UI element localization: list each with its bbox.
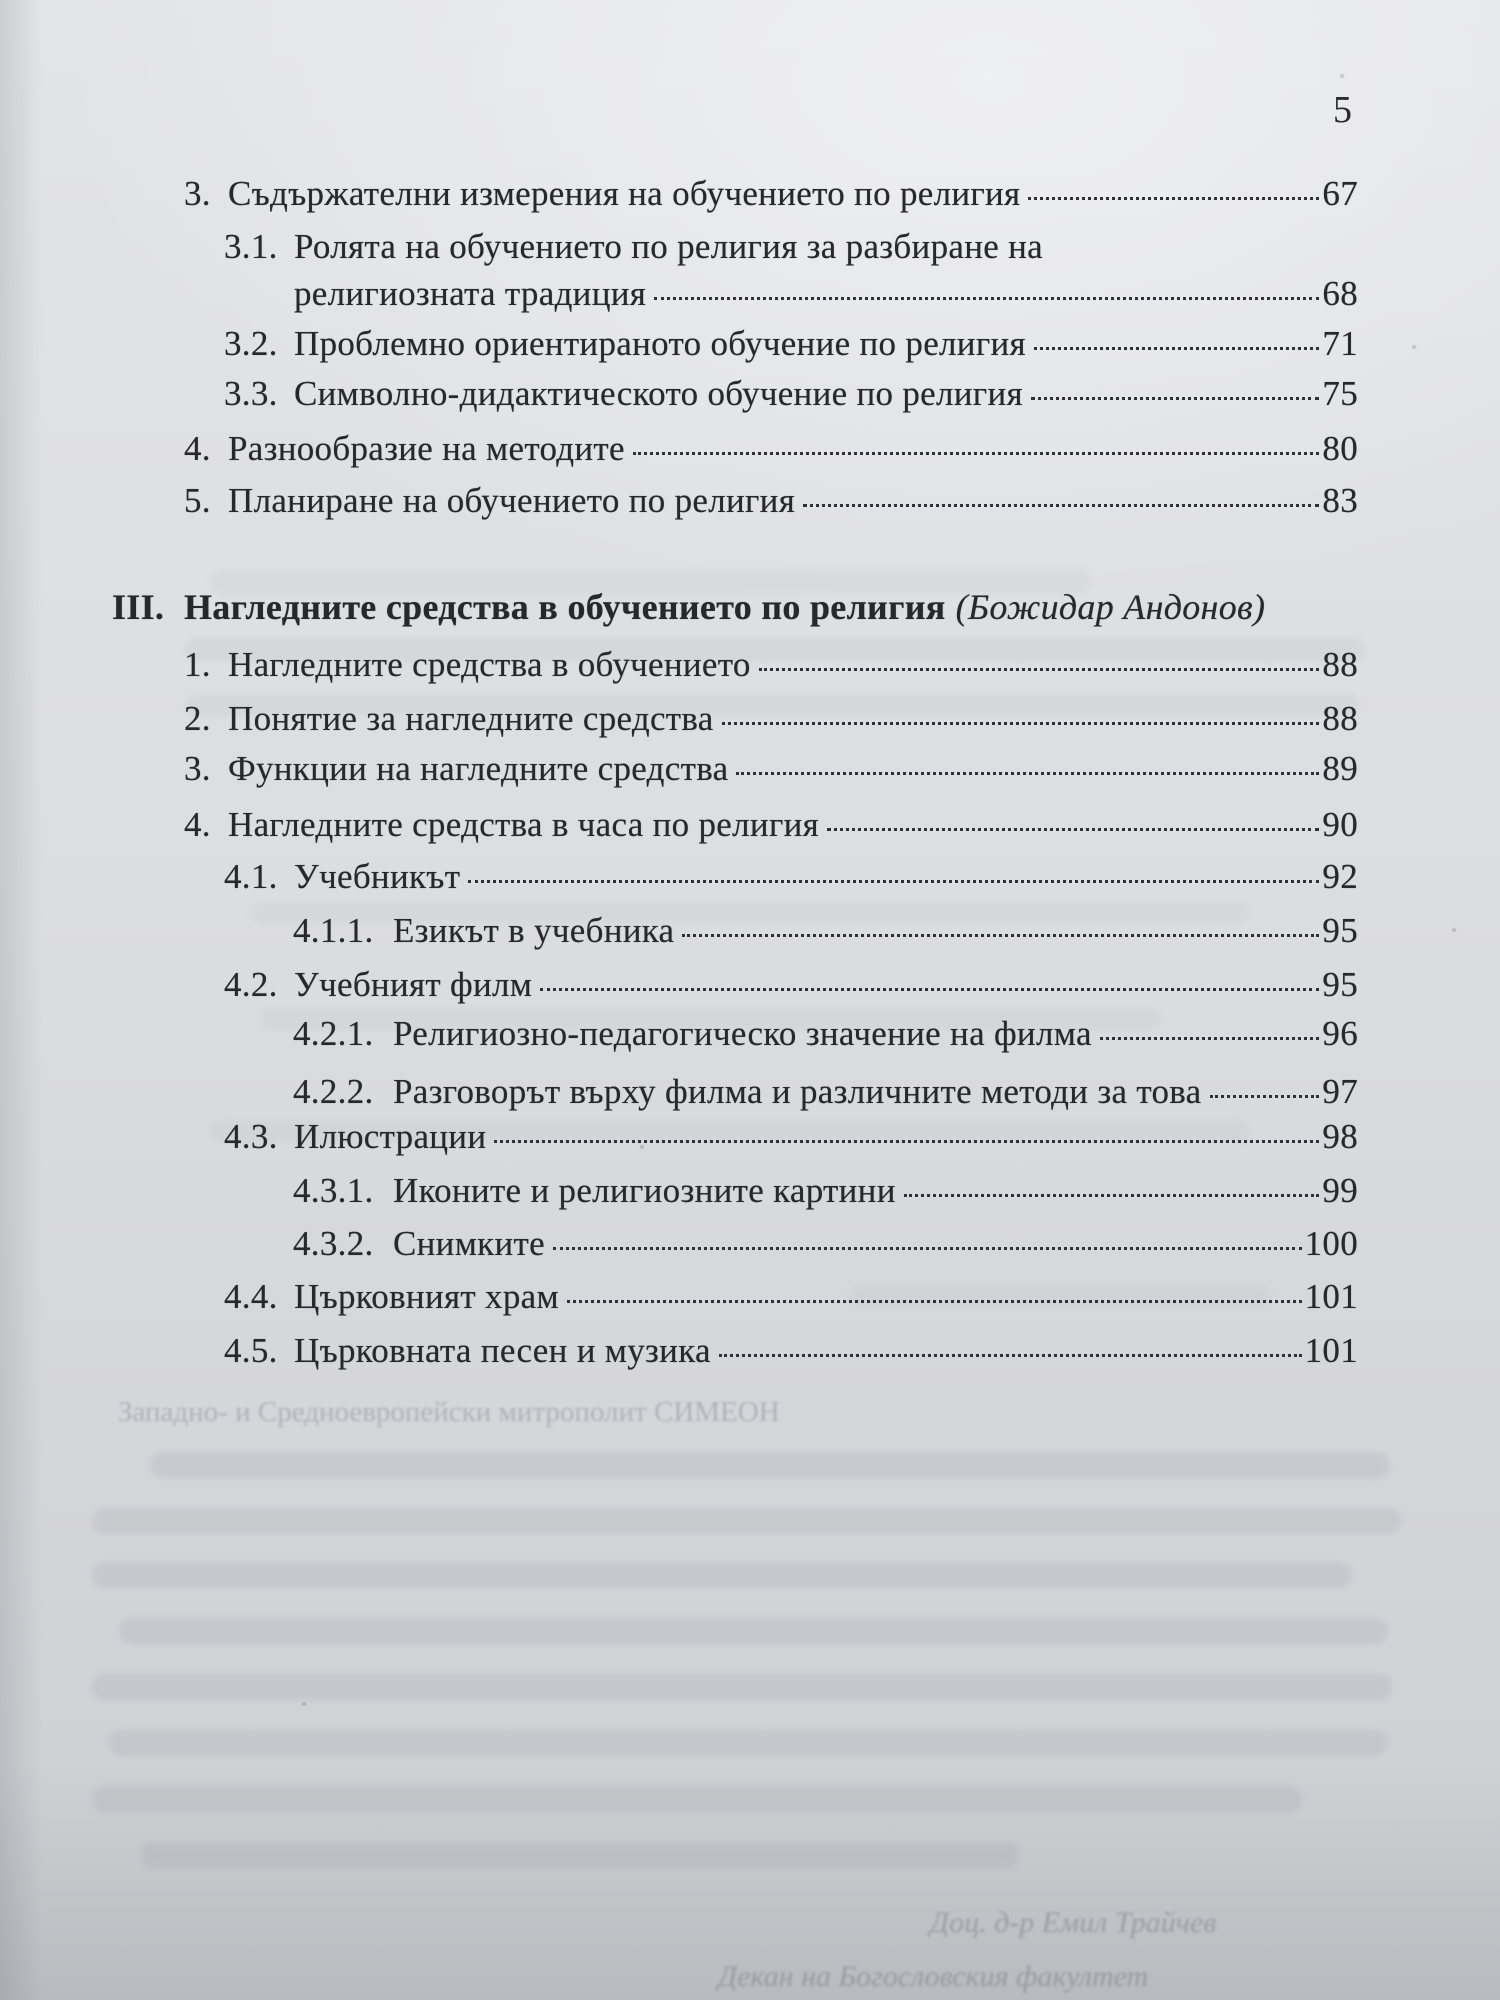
toc-entry-page: 71 <box>1322 324 1358 363</box>
toc-leader-dots <box>719 1354 1302 1357</box>
toc-entry-title: Символно-дидактическото обучение по религия <box>294 374 1023 413</box>
toc-leader-dots <box>803 504 1319 507</box>
toc-entry-page: 89 <box>1322 749 1358 788</box>
toc-entry-number: 4.2.1. <box>293 1014 374 1053</box>
toc-leader-dots <box>827 828 1319 831</box>
bleedthrough-line <box>118 1618 1388 1644</box>
toc-entry-page: 88 <box>1322 645 1358 684</box>
dust-speck <box>1452 928 1456 932</box>
toc-entry-title: Функции на нагледните средства <box>228 749 729 788</box>
toc-row <box>184 644 1358 686</box>
toc-entry-page: 97 <box>1322 1072 1358 1111</box>
dust-speck <box>1340 74 1344 78</box>
toc-entry-title: Учебният филм <box>294 965 533 1004</box>
toc-leader-dots <box>553 1247 1302 1250</box>
toc-entry-number: 4.5. <box>224 1331 278 1370</box>
toc-entry-number: 4.1.1. <box>293 911 374 950</box>
toc-entry-title: Нагледните средства в обучението <box>228 645 751 684</box>
toc-entry-title: Религиозно-педагогическо значение на филма <box>393 1014 1092 1053</box>
dust-speck <box>1412 345 1416 349</box>
toc-row <box>184 748 1358 790</box>
bleedthrough-signature-title: Декан на Богословския факултет <box>718 1960 1149 1993</box>
toc-entry-title: Илюстрации <box>294 1117 487 1156</box>
bleedthrough-line <box>150 1452 1390 1478</box>
toc-leader-dots <box>654 297 1319 300</box>
toc-section-iii-heading <box>112 586 1265 628</box>
toc-row <box>293 1223 1358 1265</box>
toc-leader-dots <box>540 988 1319 991</box>
toc-leader-dots <box>1028 197 1319 200</box>
bleedthrough-line <box>140 1842 1020 1868</box>
toc-leader-dots <box>904 1194 1320 1197</box>
toc-leader-dots <box>1031 397 1319 400</box>
toc-entry-title: Съдържателни измерения на обучението по религия <box>228 174 1021 213</box>
toc-entry-title: Нагледните средства в часа по религия <box>228 805 820 844</box>
toc-entry-number: 1. <box>184 645 211 684</box>
toc-entry-page: 101 <box>1304 1331 1358 1370</box>
toc-entry-number: 4.1. <box>224 857 278 896</box>
toc-row <box>224 1116 1358 1158</box>
toc-leader-dots <box>494 1140 1319 1143</box>
toc-row <box>184 480 1358 522</box>
toc-entry-page: 68 <box>1322 274 1358 313</box>
toc-entry-number: 4.3.2. <box>293 1224 374 1263</box>
toc-row <box>224 323 1358 365</box>
toc-entry-number: 4.2.2. <box>293 1072 374 1111</box>
toc-row <box>184 173 1358 215</box>
toc-row <box>224 964 1358 1006</box>
toc-entry-page: 92 <box>1322 857 1358 896</box>
toc-entry-title: Църковната песен и музика <box>294 1331 711 1370</box>
toc-entry-page: 100 <box>1304 1224 1358 1263</box>
toc-section-author: (Божидар Андонов) <box>955 587 1266 627</box>
toc-row <box>294 273 1358 315</box>
toc-entry-page: 95 <box>1322 911 1358 950</box>
toc-entry-number: 4.2. <box>224 965 278 1004</box>
toc-row <box>224 373 1358 415</box>
bleedthrough-line <box>108 1730 1388 1756</box>
toc-entry-page: 88 <box>1322 699 1358 738</box>
toc-entry-page: 90 <box>1322 805 1358 844</box>
toc-entry-number: 4.3. <box>224 1117 278 1156</box>
toc-entry-title: Учебникът <box>294 857 461 896</box>
toc-entry-number: 4. <box>184 805 211 844</box>
page-number: 5 <box>1333 89 1352 131</box>
toc-leader-dots <box>736 772 1319 775</box>
toc-entry-title: Проблемно ориентираното обучение по религия <box>294 324 1026 363</box>
toc-row <box>293 910 1358 952</box>
dust-speck <box>302 1702 306 1706</box>
toc-entry-page: 98 <box>1322 1117 1358 1156</box>
toc-entry-page: 80 <box>1322 429 1358 468</box>
toc-leader-dots <box>682 934 1319 937</box>
toc-section-title: Нагледните средства в обучението по религия <box>184 587 946 627</box>
bleedthrough-line <box>92 1508 1402 1534</box>
toc-leader-dots <box>1210 1095 1320 1098</box>
toc-entry-title: Църковният храм <box>294 1277 559 1316</box>
toc-entry-title: Езикът в учебника <box>393 911 675 950</box>
toc-entry-title: Разнообразие на методите <box>228 429 625 468</box>
bleedthrough-line <box>92 1674 1392 1700</box>
toc-leader-dots <box>722 722 1320 725</box>
toc-section-number: III. <box>112 587 165 627</box>
toc-entry-page: 101 <box>1304 1277 1358 1316</box>
toc-entry-number: 2. <box>184 699 211 738</box>
toc-entry-number: 3. <box>184 749 211 788</box>
toc-leader-dots <box>567 1300 1302 1303</box>
toc-entry-number: 3.3. <box>224 374 278 413</box>
toc-row <box>184 804 1358 846</box>
toc-row <box>224 1330 1358 1372</box>
toc-entry-page: 95 <box>1322 965 1358 1004</box>
bleedthrough-signature-name: Доц. д-р Емил Трайчев <box>930 1906 1217 1939</box>
toc-entry-page: 67 <box>1322 174 1358 213</box>
bleedthrough-line <box>92 1786 1302 1812</box>
toc-entry-number: 5. <box>184 481 211 520</box>
toc-row <box>184 698 1358 740</box>
toc-entry-number: 3. <box>184 174 211 213</box>
toc-entry-title: религиозната традиция <box>294 274 647 313</box>
toc-row <box>224 226 1043 268</box>
toc-leader-dots <box>1034 347 1319 350</box>
toc-entry-number: 4.3.1. <box>293 1171 374 1210</box>
toc-row <box>224 1276 1358 1318</box>
toc-entry-page: 99 <box>1322 1171 1358 1210</box>
toc-entry-title: Ролята на обучението по религия за разбиране на <box>294 227 1043 266</box>
toc-leader-dots <box>1100 1037 1320 1040</box>
toc-row <box>224 856 1358 898</box>
toc-leader-dots <box>633 452 1320 455</box>
bleedthrough-text-metropolitan: Западно- и Средноевропейски митрополит СИМЕОН <box>118 1396 780 1428</box>
toc-entry-page: 75 <box>1322 374 1358 413</box>
toc-entry-page: 83 <box>1322 481 1358 520</box>
bleedthrough-line <box>92 1562 1352 1588</box>
toc-entry-page: 96 <box>1322 1014 1358 1053</box>
toc-leader-dots <box>468 880 1319 883</box>
toc-section-title-wrap <box>184 586 1265 628</box>
toc-row <box>293 1013 1358 1055</box>
toc-row <box>184 428 1358 470</box>
toc-entry-title: Иконите и религиозните картини <box>393 1171 896 1210</box>
toc-entry-title: Снимките <box>393 1224 545 1263</box>
toc-entry-number: 3.2. <box>224 324 278 363</box>
toc-leader-dots <box>759 668 1320 671</box>
toc-entry-title: Разговорът върху филма и различните методи за това <box>393 1072 1202 1111</box>
toc-entry-number: 4. <box>184 429 211 468</box>
toc-row <box>293 1170 1358 1212</box>
toc-entry-title: Понятие за нагледните средства <box>228 699 714 738</box>
toc-entry-number: 4.4. <box>224 1277 278 1316</box>
toc-entry-number: 3.1. <box>224 227 278 266</box>
toc-entry-title: Планиране на обучението по религия <box>228 481 796 520</box>
toc-row <box>293 1071 1358 1113</box>
